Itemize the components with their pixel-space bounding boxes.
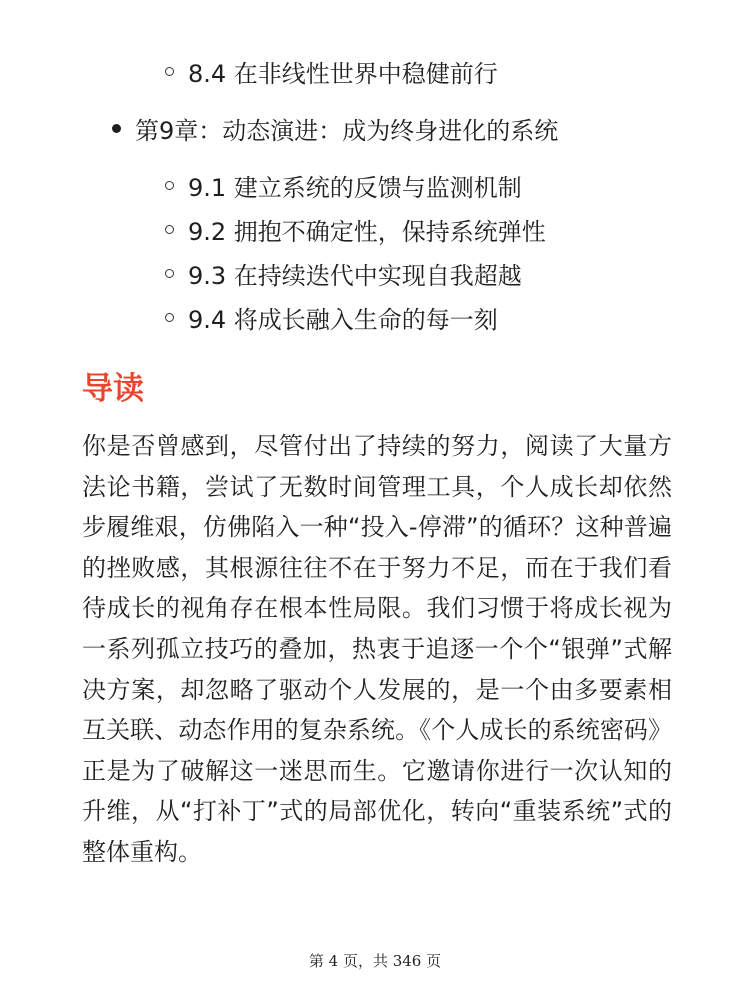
toc-chapter-9[interactable]: [112, 108, 558, 148]
toc-item-label: 9.4 将成长融入生命的每一刻: [188, 305, 498, 334]
hollow-bullet-icon: [165, 67, 174, 76]
toc-item-8-4[interactable]: [165, 51, 498, 91]
page-number: 第 4 页，共 346 页: [308, 952, 442, 970]
toc-item-label: 9.1 建立系统的反馈与监测机制: [188, 173, 522, 202]
hollow-bullet-icon: [165, 313, 174, 322]
toc-item-label: 9.2 拥抱不确定性，保持系统弹性: [188, 217, 546, 246]
toc-chapter-label: 第9章：动态演进：成为终身进化的系统: [135, 116, 559, 145]
toc-item-9-3[interactable]: [165, 253, 522, 293]
toc-item-label: 9.3 在持续迭代中实现自我超越: [188, 261, 522, 290]
intro-paragraph: 你是否曾感到，尽管付出了持续的努力，阅读了大量方法论书籍，尝试了无数时间管理工具，个人成长却依然步履维艰，仿佛陷入一种“投入-停滞”的循环？这种普遍的挫败感，其根源往往不在于努力不足，而在于我们看待成长的视角存在根本性局限。我们习惯于将成长视为一系列孤立技巧的叠加，热衷于追逐一个个“银弹”式解决方案，却忽略了驱动个人发展的，是一个由多要素相互关联、动态作用的复杂系统。《个人成长的系统密码》正是为了破解这一迷思而生。它邀请你进行一次认知的升维，从“打补丁”式的局部优化，转向“重装系统”式的整体重构。: [82, 432, 672, 866]
toc-item-9-2[interactable]: [165, 209, 546, 249]
section-title: 导读: [82, 371, 144, 407]
toc-item-label: 8.4 在非线性世界中稳健前行: [188, 59, 498, 88]
hollow-bullet-icon: [165, 225, 174, 234]
toc-item-9-4[interactable]: [165, 297, 498, 337]
filled-bullet-icon: [112, 124, 121, 133]
hollow-bullet-icon: [165, 269, 174, 278]
hollow-bullet-icon: [165, 181, 174, 190]
toc-item-9-1[interactable]: [165, 165, 522, 205]
